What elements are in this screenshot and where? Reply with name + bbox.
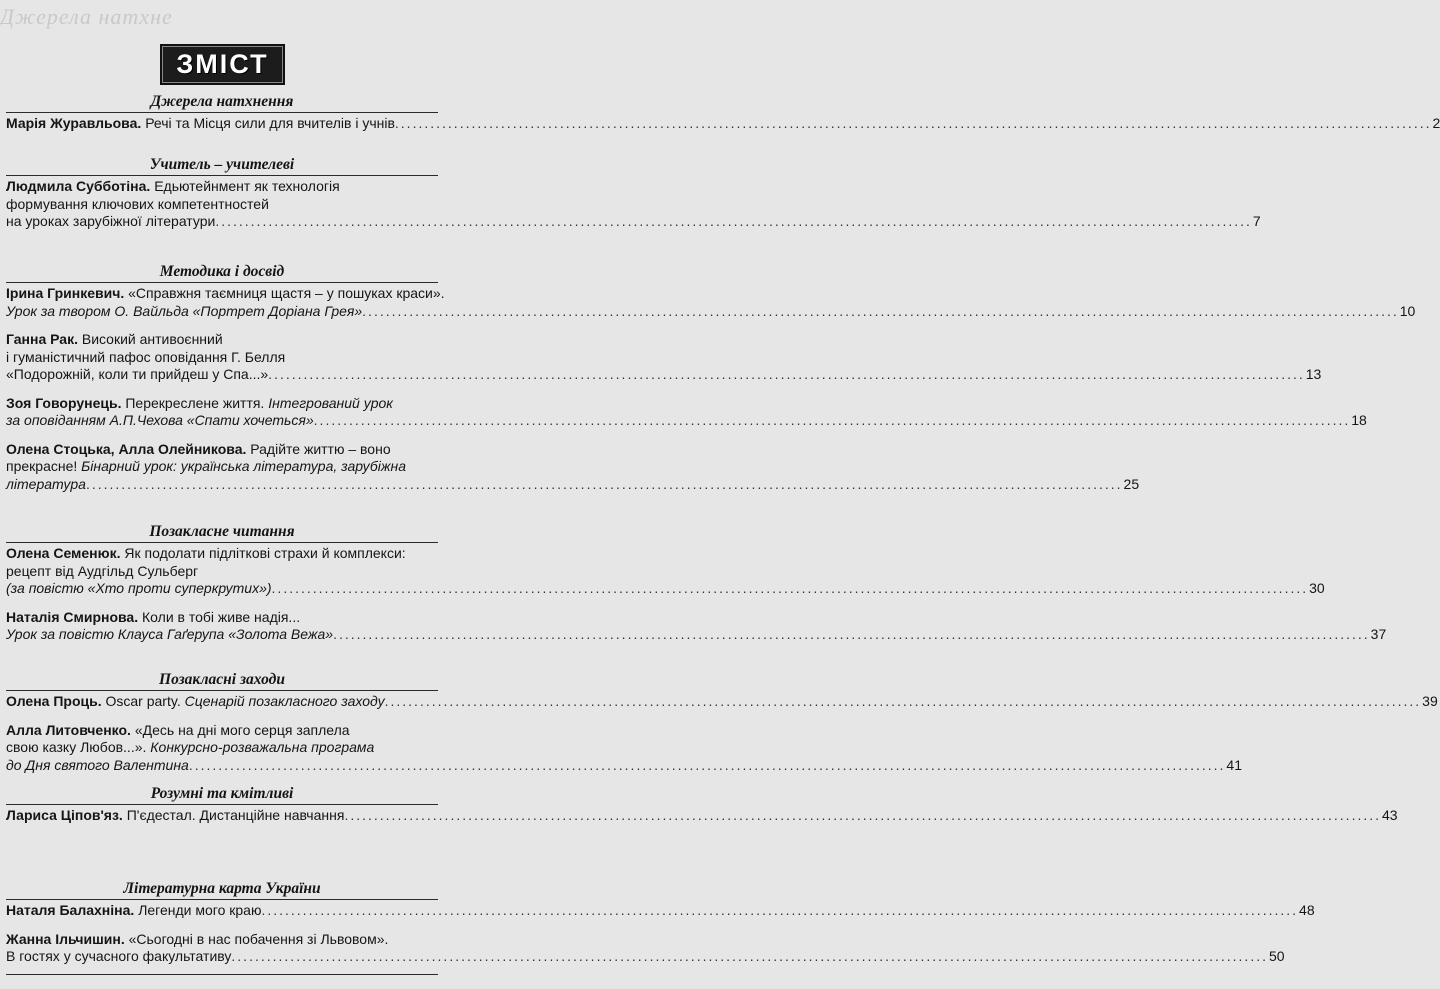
contents-entry [6,545,1325,598]
entry-subtitle: за оповіданням А.П.Чехова «Спати хочеться» [6,412,314,428]
entry-last-text [6,626,333,644]
entry-author: Наталія Смирнова. [6,608,139,625]
entry-text: П'єдестал. Дистанційне навчання [126,807,345,823]
entry-subtitle: Бінарний урок: українська література, зарубіжна [81,458,407,474]
contents-section [6,784,1398,825]
entry-line [6,331,438,349]
dot-leader [344,807,1381,825]
entry-last-line [6,412,1367,430]
entry-text: Легенди мого краю [138,902,262,918]
dot-leader [314,412,1351,430]
entry-subtitle: Інтегрований урок [268,394,393,411]
entry-line [6,739,438,757]
entry-text: і гуманістичний пафос оповідання Г. Белля [6,348,286,365]
entry-last-line [6,302,1416,321]
entry-text: «Десь на дні мого серця заплела [134,721,350,738]
entry-line [6,196,438,214]
page-number: 13 [1305,366,1322,382]
section-heading: Літературна карта України [6,879,438,900]
contents-entry [6,285,1416,320]
entry-line [6,545,438,563]
contents-entry [6,394,1367,430]
contents-section [6,155,1261,231]
ghost-text: Джерела натхне [0,4,173,29]
entry-last-text [6,902,261,920]
entry-last-text [6,303,362,321]
entry-author: Олена Проць. [6,693,102,709]
entry-last-text [6,757,189,775]
dot-leader [395,115,1432,133]
entry-author: Алла Литовченко. [6,721,131,738]
contents-entry [6,930,1285,966]
dot-leader [189,757,1226,775]
entry-author: Ганна Рак. [6,331,78,347]
page-number: 2 [1432,115,1440,131]
entry-last-line [6,693,1438,711]
contents-entry [6,608,1387,644]
page-number: 18 [1351,412,1367,428]
entry-text: Едьютейнмент як технологія [154,178,340,194]
page-title: ЗМІСТ [160,44,284,85]
contents-entry [6,178,1261,231]
entry-last-text [6,412,314,430]
entry-text: Високий антивоєнний [81,331,223,347]
entry-text: рецепт від Аудгільд Сульберг [6,562,199,579]
entry-line [6,285,445,303]
entry-text: Перекреслене життя. [125,394,265,411]
entry-last-line [6,115,1440,133]
entry-subtitle: література [6,475,86,492]
contents-section [6,879,1315,966]
contents-section [6,262,1416,493]
entry-line [6,178,438,196]
entry-last-text [6,580,272,598]
entry-subtitle: Конкурсно-розважальна програма [150,739,375,755]
contents-entry [6,331,1322,384]
entry-last-text [6,213,215,231]
entry-text: на уроках зарубіжної літератури [6,213,216,229]
entry-last-line [6,902,1315,920]
entry-line [6,722,438,740]
entry-last-line [6,213,1261,231]
entry-subtitle: Сценарій позакласного заходу [184,693,385,709]
entry-text: Речі та Місця сили для вчителів і учнів [145,115,395,131]
dot-leader [333,626,1370,644]
entry-line [6,458,438,476]
page-number: 30 [1309,580,1325,596]
entry-line [6,931,438,949]
page-number: 48 [1299,902,1315,918]
entry-text: свою казку Любов...». [6,739,147,755]
entry-subtitle: Урок за повістю Клауса Гаґерупа «Золота Вежа» [6,626,334,642]
contents-entry [6,902,1315,920]
dot-leader [86,476,1123,494]
section-heading: Позакласні заходи [6,670,438,691]
entry-line [6,609,438,627]
entry-last-text [6,948,231,966]
entry-subtitle: (за повістю «Хто проти суперкрутих») [6,580,272,596]
entry-text: «Подорожній, коли ти прийдеш у Спа...» [6,366,269,382]
section-heading: Учитель – учителеві [6,155,438,176]
entry-author: Марія Журавльова. [6,115,142,131]
entry-last-line [6,807,1398,825]
entry-line [6,563,438,581]
page-number: 10 [1399,302,1416,319]
page-number: 43 [1382,807,1398,823]
entry-text: Як подолати підліткові страхи й комплекси: [124,545,406,561]
entry-text: «Сьогодні в нас побачення зі Львовом». [128,930,389,947]
entry-subtitle: Урок за твором О. Вайльда «Портрет Доріана Грея» [6,302,363,319]
dot-leader [385,693,1422,711]
page-number: 25 [1123,475,1140,492]
contents-section [6,522,1387,644]
entry-text: Коли в тобі живе надія... [142,608,301,625]
entry-last-text [6,693,385,711]
entry-text: В гостях у сучасного факультативу [6,948,232,964]
entry-author: Жанна Ільчишин. [6,930,125,947]
dot-leader [231,948,1268,966]
contents-section [6,670,1438,774]
page-number: 39 [1422,693,1438,709]
entry-author: Зоя Говорунець. [6,394,122,411]
entry-last-line [6,580,1325,598]
entry-subtitle: до Дня святого Валентина [6,756,189,773]
section-heading: Джерела натхнення [6,92,438,113]
entry-text: Oscar party. [105,693,181,709]
entry-last-line [6,475,1140,494]
entry-author: Наталя Балахніна. [6,902,135,918]
page-number: 41 [1226,756,1242,773]
entry-last-text [6,807,344,825]
section-heading: Позакласне читання [6,522,438,543]
entry-text: «Справжня таємниця щастя – у пошуках краси». [128,285,445,301]
entry-last-text [6,115,395,133]
entry-text: формування ключових компетентностей [6,195,269,212]
dot-leader [261,902,1298,920]
entry-last-line [6,756,1242,775]
dot-leader [215,213,1252,231]
contents-section [6,92,1440,133]
page-number: 7 [1252,213,1261,229]
contents-entry [6,115,1440,133]
section-heading: Розумні та кмітливі [6,784,438,805]
entry-line [6,349,438,367]
page-number: 37 [1370,626,1387,642]
entry-author: Лариса Ціпов'яз. [6,807,123,823]
entry-text: прекрасне! [6,458,78,474]
dot-leader [362,303,1399,321]
contents-entry [6,693,1438,711]
entry-last-line [6,366,1322,384]
contents-entry [6,807,1398,825]
entry-last-line [6,948,1285,966]
page-header [0,44,445,84]
entry-author: Людмила Субботіна. [6,178,151,194]
contents-entry [6,440,1140,494]
bottom-divider [6,974,438,975]
page-number: 50 [1268,948,1285,964]
contents-entry [6,721,1242,775]
entry-last-line [6,626,1387,644]
entry-last-text [6,476,86,494]
section-heading: Методика і досвід [6,262,438,283]
entry-line [6,441,438,459]
entry-last-text [6,366,268,384]
dot-leader [272,580,1309,598]
entry-line [6,395,438,413]
entry-author: Олена Стоцька, Алла Олейникова. [6,440,247,457]
entry-text: Радійте життю – воно [250,440,391,457]
entry-author: Ірина Гринкевич. [6,285,125,301]
entry-author: Олена Семенюк. [6,545,121,561]
dot-leader [268,366,1305,384]
